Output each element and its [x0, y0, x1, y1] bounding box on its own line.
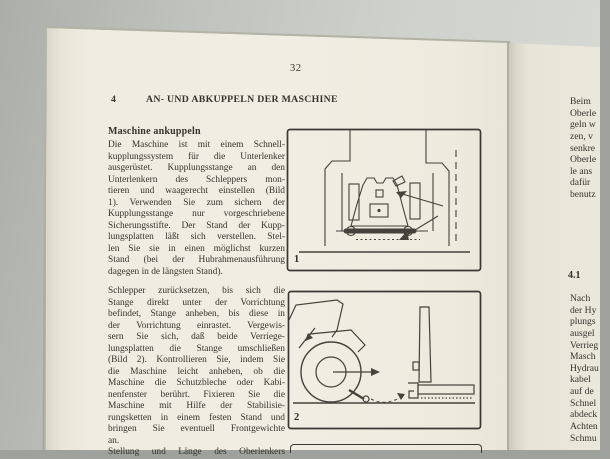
- text-line: an.: [108, 435, 120, 446]
- paragraph-coupling-intro: [108, 140, 285, 278]
- section-number: 4: [111, 94, 117, 105]
- text-line: Unterlenkern des Schleppers mon-: [108, 174, 285, 185]
- text-line: ausgerüstet. Kupplungsstange an den: [108, 163, 285, 173]
- text-line: der Hy: [570, 304, 597, 316]
- text-line: lungsplatten läßt sich verstellen. Stel-: [108, 232, 285, 242]
- text-line: Beim: [570, 96, 591, 107]
- paragraph-coupling-steps: [108, 286, 285, 459]
- text-line: befindet, Stange anheben, bis diese in: [108, 309, 285, 319]
- text-line: sern Sie sich, daß beide Verriege-: [108, 332, 285, 342]
- text-line: plungs: [570, 316, 596, 328]
- text-line: tieren und waagerecht einstellen (Bild: [108, 186, 285, 196]
- text-line: Maschine die Schutzbleche oder Kabi-: [108, 378, 285, 388]
- text-line: 1). Verwenden Sie zum sichern der: [108, 197, 285, 208]
- figure-2-label: 2: [294, 412, 300, 423]
- figure-1-label: 1: [294, 254, 300, 265]
- text-line: Sicherungsstifte. Der Stand der Kupp-: [108, 220, 285, 231]
- text-line: Schmu: [570, 432, 597, 444]
- right-page-text-upper: [570, 96, 610, 201]
- page-number: 32: [290, 63, 302, 74]
- text-line: benutz: [570, 189, 596, 201]
- quick-hitch-rear-view-drawing: [286, 128, 482, 272]
- page-gutter-edge: [507, 42, 509, 450]
- text-line: kabel: [570, 374, 591, 386]
- figure-1: [286, 128, 482, 272]
- text-line: Schnel: [570, 397, 597, 409]
- text-line: Stand (bei der Hubrahmenausführung: [108, 255, 285, 265]
- text-line: dagegen in de längsten Stand).: [108, 266, 223, 277]
- text-line: lungsplatten die Stange umschließen: [108, 343, 285, 354]
- text-line: geln w: [570, 119, 596, 131]
- right-page-section-number: 4.1: [568, 270, 581, 281]
- text-line: Die Maschine ist mit einem Schnell-: [108, 140, 285, 150]
- subsection-title: Maschine ankuppeln: [108, 126, 201, 137]
- text-line: bringen Sie eventuell Frontgewichte: [108, 424, 285, 434]
- text-line: Stange direkt unter der Vorrichtung: [108, 297, 285, 308]
- text-line: senkre: [570, 142, 596, 154]
- text-line: Verrieg: [570, 339, 599, 351]
- text-line: Achten: [570, 421, 598, 433]
- text-line: (Bild 2). Kontrollieren Sie, indem Sie: [108, 355, 285, 365]
- text-line: le ans: [570, 165, 593, 177]
- text-line: zen, v: [570, 130, 593, 142]
- text-line: die Maschine leicht anheben, ob die: [108, 366, 285, 377]
- text-line: abdeck: [570, 409, 598, 421]
- tractor-side-view-drawing: [287, 290, 482, 430]
- text-line: dafür: [570, 177, 591, 189]
- right-page-text-lower: [570, 293, 610, 444]
- section-title: AN- UND ABKUPPELN DER MASCHINE: [146, 94, 338, 105]
- text-line: Oberle: [570, 154, 597, 166]
- text-line: Nach: [570, 293, 591, 304]
- text-line: Stellung und Länge des Oberlenkers: [108, 447, 285, 457]
- text-line: Masch: [570, 351, 596, 363]
- text-line: ausgel: [570, 327, 595, 339]
- figure-3-partial-frame: [290, 444, 482, 453]
- text-line: nenfenster berührt. Fixieren Sie die: [108, 389, 285, 400]
- text-line: Oberle: [570, 107, 597, 119]
- text-line: Hydrau: [570, 362, 599, 374]
- text-line: der Vorrichtung einrastet. Vergewis-: [108, 320, 285, 331]
- text-line: Maschine mit Hilfe der Stabilisie-: [108, 401, 285, 411]
- text-line: rungsketten in einem festen Stand und: [108, 412, 285, 423]
- text-line: auf de: [570, 386, 594, 398]
- figure-2: [287, 290, 482, 430]
- text-line: Kupplungsstange nur vorgeschriebene: [108, 209, 285, 219]
- text-line: len Sie sie in einen möglichst kurzen: [108, 243, 285, 254]
- text-line: kupplungssystem für die Unterlenker: [108, 151, 285, 162]
- text-line: Schlepper zurücksetzen, bis sich die: [108, 286, 285, 296]
